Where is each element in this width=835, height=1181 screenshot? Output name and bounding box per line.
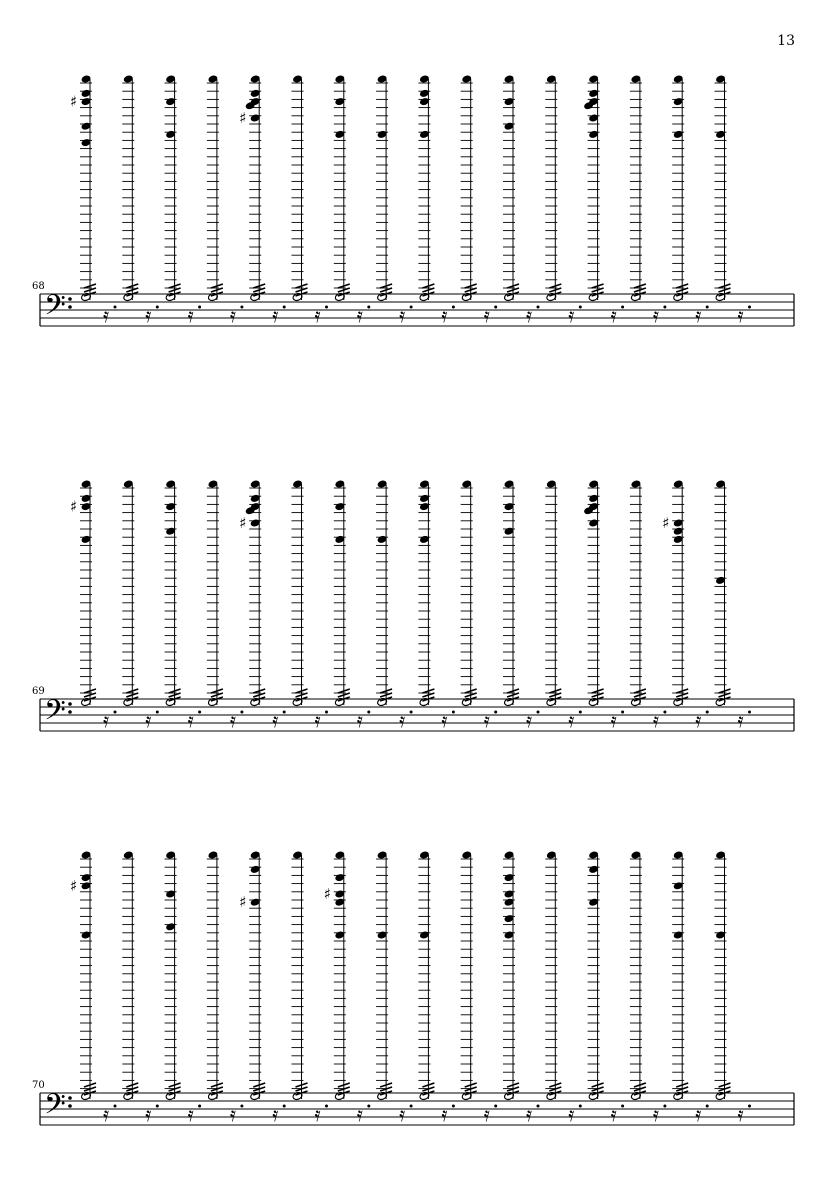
sixteenth-rest-icon: 𝄿 xyxy=(483,303,490,327)
page-number: 13 xyxy=(777,33,795,49)
rest-dot xyxy=(748,306,751,309)
clef-dot xyxy=(68,1104,72,1108)
rest-dot xyxy=(325,1105,328,1108)
rest-dot xyxy=(621,711,624,714)
clef-dot xyxy=(68,297,72,301)
sixteenth-rest-icon: 𝄿 xyxy=(568,1102,575,1126)
rest-dot xyxy=(452,306,455,309)
sixteenth-rest-icon: 𝄿 xyxy=(652,1102,660,1126)
sixteenth-rest-icon: 𝄿 xyxy=(526,708,533,732)
rest-dot xyxy=(748,1105,751,1108)
sharp-icon: ♯ xyxy=(239,893,247,912)
sixteenth-rest-icon: 𝄿 xyxy=(737,303,744,327)
rest-dot xyxy=(114,306,117,309)
sixteenth-rest-icon: 𝄿 xyxy=(145,303,152,327)
rest-dot xyxy=(325,306,328,309)
sharp-icon: ♯ xyxy=(662,514,670,532)
rest-dot xyxy=(494,711,497,714)
sixteenth-rest-icon: 𝄿 xyxy=(187,303,194,327)
rest-dot xyxy=(367,306,370,309)
rest-dot xyxy=(283,306,286,309)
sixteenth-rest-icon: 𝄿 xyxy=(526,303,533,327)
rest-dot xyxy=(156,711,159,714)
rest-dot xyxy=(621,1105,624,1108)
measure-number-70: 70 xyxy=(32,1080,45,1091)
rest-dot xyxy=(663,306,666,309)
sixteenth-rest-icon: 𝄿 xyxy=(399,303,406,327)
bass-clef-icon: 𝄢 xyxy=(44,289,66,329)
sixteenth-rest-icon: 𝄿 xyxy=(356,708,363,732)
rest-dot xyxy=(579,711,582,714)
sixteenth-rest-icon: 𝄿 xyxy=(695,708,702,732)
rest-dot xyxy=(114,711,117,714)
rest-dot xyxy=(663,711,666,714)
sixteenth-rest-icon: 𝄿 xyxy=(103,1102,110,1126)
sixteenth-rest-icon: 𝄿 xyxy=(441,1102,448,1126)
sixteenth-rest-icon: 𝄿 xyxy=(356,1102,363,1126)
sixteenth-rest-icon: 𝄿 xyxy=(145,1102,152,1126)
rest-dot xyxy=(452,1105,455,1108)
sharp-icon: ♯ xyxy=(70,876,78,895)
sixteenth-rest-icon: 𝄿 xyxy=(229,1102,237,1126)
sixteenth-rest-icon: 𝄿 xyxy=(103,708,110,732)
sharp-icon: ♯ xyxy=(70,497,78,516)
sixteenth-rest-icon: 𝄿 xyxy=(229,303,237,327)
sixteenth-rest-icon: 𝄿 xyxy=(272,708,279,732)
sixteenth-rest-icon: 𝄿 xyxy=(441,303,448,327)
rest-dot xyxy=(240,1105,243,1108)
sharp-icon: ♯ xyxy=(239,109,247,127)
sixteenth-rest-icon: 𝄿 xyxy=(652,303,660,327)
rest-dot xyxy=(452,711,455,714)
rest-dot xyxy=(706,1105,709,1108)
measure-number-68: 68 xyxy=(32,281,45,292)
rest-dot xyxy=(410,1105,413,1108)
rest-dot xyxy=(537,306,540,309)
rest-dot xyxy=(114,1105,117,1108)
sixteenth-rest-icon: 𝄿 xyxy=(526,1102,533,1126)
sixteenth-rest-icon: 𝄿 xyxy=(399,1102,406,1126)
rest-dot xyxy=(579,1105,582,1108)
rest-dot xyxy=(537,1105,540,1108)
sharp-icon: ♯ xyxy=(323,885,332,903)
clef-dot xyxy=(68,1096,72,1100)
rest-dot xyxy=(198,306,201,309)
sharp-icon: ♯ xyxy=(70,92,78,111)
sixteenth-rest-icon: 𝄿 xyxy=(610,708,617,732)
rest-dot xyxy=(156,1105,159,1108)
sixteenth-rest-icon: 𝄿 xyxy=(610,1102,617,1126)
rest-dot xyxy=(367,1105,370,1108)
sixteenth-rest-icon: 𝄿 xyxy=(187,1102,194,1126)
rest-dot xyxy=(621,306,624,309)
sixteenth-rest-icon: 𝄿 xyxy=(568,303,575,327)
sixteenth-rest-icon: 𝄿 xyxy=(187,708,194,732)
rest-dot xyxy=(663,1105,666,1108)
rest-dot xyxy=(198,711,201,714)
sixteenth-rest-icon: 𝄿 xyxy=(356,303,363,327)
sixteenth-rest-icon: 𝄿 xyxy=(229,708,237,732)
sixteenth-rest-icon: 𝄿 xyxy=(695,303,702,327)
sixteenth-rest-icon: 𝄿 xyxy=(652,708,660,732)
rest-dot xyxy=(706,711,709,714)
rest-dot xyxy=(579,306,582,309)
sixteenth-rest-icon: 𝄿 xyxy=(103,303,110,327)
rest-dot xyxy=(283,711,286,714)
sixteenth-rest-icon: 𝄿 xyxy=(314,708,321,732)
sixteenth-rest-icon: 𝄿 xyxy=(272,303,279,327)
rest-dot xyxy=(494,1105,497,1108)
rest-dot xyxy=(283,1105,286,1108)
clef-dot xyxy=(68,702,72,706)
sixteenth-rest-icon: 𝄿 xyxy=(314,1102,321,1126)
rest-dot xyxy=(240,306,243,309)
clef-dot xyxy=(68,305,72,309)
rest-dot xyxy=(748,711,751,714)
sixteenth-rest-icon: 𝄿 xyxy=(483,1102,490,1126)
rest-dot xyxy=(367,711,370,714)
sixteenth-rest-icon: 𝄿 xyxy=(483,708,490,732)
sixteenth-rest-icon: 𝄿 xyxy=(737,708,744,732)
sixteenth-rest-icon: 𝄿 xyxy=(145,708,152,732)
sixteenth-rest-icon: 𝄿 xyxy=(568,708,575,732)
sixteenth-rest-icon: 𝄿 xyxy=(272,1102,279,1126)
rest-dot xyxy=(240,711,243,714)
bass-clef-icon: 𝄢 xyxy=(44,1088,66,1128)
rest-dot xyxy=(410,306,413,309)
clef-dot xyxy=(68,710,72,714)
sixteenth-rest-icon: 𝄿 xyxy=(399,708,406,732)
rest-dot xyxy=(537,711,540,714)
measure-number-69: 69 xyxy=(32,686,45,697)
sixteenth-rest-icon: 𝄿 xyxy=(695,1102,702,1126)
sharp-icon: ♯ xyxy=(239,514,247,532)
rest-dot xyxy=(198,1105,201,1108)
bass-clef-icon: 𝄢 xyxy=(44,694,66,734)
sixteenth-rest-icon: 𝄿 xyxy=(314,303,321,327)
rest-dot xyxy=(494,306,497,309)
sixteenth-rest-icon: 𝄿 xyxy=(737,1102,744,1126)
rest-dot xyxy=(706,306,709,309)
sixteenth-rest-icon: 𝄿 xyxy=(610,303,617,327)
sixteenth-rest-icon: 𝄿 xyxy=(441,708,448,732)
rest-dot xyxy=(156,306,159,309)
rest-dot xyxy=(325,711,328,714)
rest-dot xyxy=(410,711,413,714)
